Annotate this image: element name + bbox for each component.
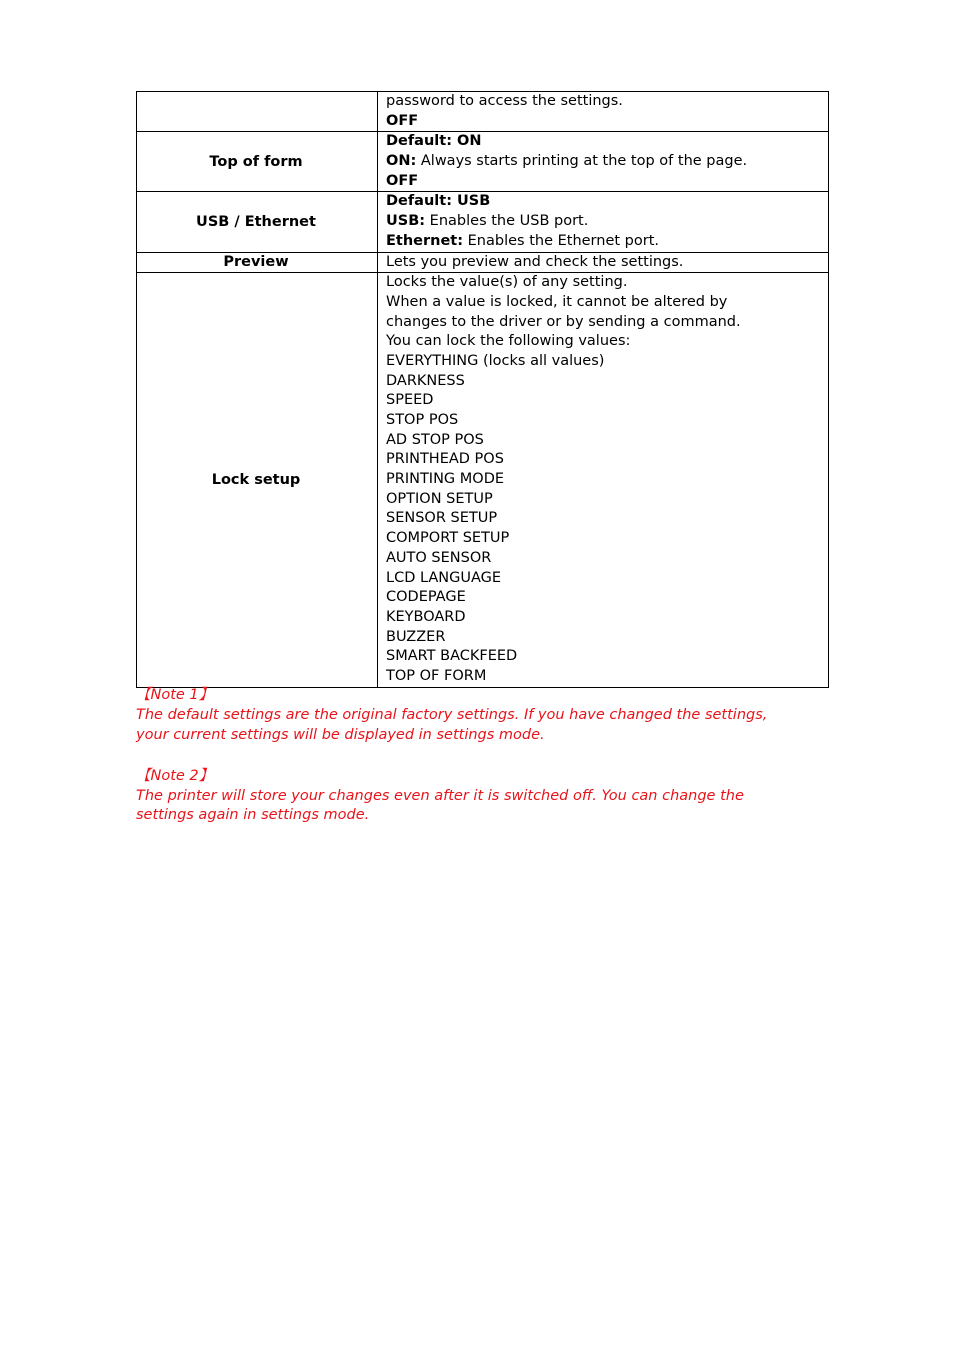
description-line: OFF	[386, 172, 419, 189]
setting-label: USB / Ethernet	[137, 192, 378, 252]
note-1	[136, 685, 836, 746]
description-line: Locks the value(s) of any setting.	[386, 274, 628, 291]
note-text-line: The printer will store your changes even after it is switched off. You can change the	[136, 787, 744, 804]
note-text-line: settings again in settings mode.	[136, 807, 370, 824]
description-line: AD STOP POS	[386, 431, 484, 448]
description-line: SMART BACKFEED	[386, 648, 518, 665]
description-line: OPTION SETUP	[386, 490, 493, 507]
description-line: COMPORT SETUP	[386, 530, 510, 547]
setting-description	[378, 92, 829, 132]
note-title: 【Note 2】	[136, 767, 214, 784]
description-line: Ethernet: Enables the Ethernet port.	[386, 232, 660, 249]
description-line: LCD LANGUAGE	[386, 569, 502, 586]
description-line: SENSOR SETUP	[386, 510, 498, 527]
settings-table	[136, 91, 829, 688]
description-line: BUZZER	[386, 628, 446, 645]
table-row	[137, 92, 829, 132]
setting-label: Lock setup	[137, 273, 378, 687]
setting-description	[378, 192, 829, 252]
note-2	[136, 766, 836, 827]
setting-description	[378, 132, 829, 192]
description-line: ON: Always starts printing at the top of the page.	[386, 153, 748, 170]
note-text-line: your current settings will be displayed in settings mode.	[136, 726, 545, 743]
description-line: PRINTHEAD POS	[386, 451, 504, 468]
setting-label: Preview	[137, 252, 378, 273]
setting-description	[378, 252, 829, 273]
setting-label	[137, 92, 378, 132]
description-line: OFF	[386, 112, 419, 129]
setting-label: Top of form	[137, 132, 378, 192]
description-line: You can lock the following values:	[386, 333, 631, 350]
notes-section	[136, 685, 836, 826]
description-line: Default: USB	[386, 193, 491, 210]
description-line: TOP OF FORM	[386, 667, 487, 684]
table-row	[137, 252, 829, 273]
note-text-line: The default settings are the original factory settings. If you have changed the settings,	[136, 707, 768, 723]
note-title: 【Note 1】	[136, 687, 214, 703]
description-line: KEYBOARD	[386, 608, 466, 625]
description-line: DARKNESS	[386, 372, 465, 389]
description-line: AUTO SENSOR	[386, 549, 492, 566]
table-row	[137, 192, 829, 252]
table-row	[137, 273, 829, 687]
description-line: Default: ON	[386, 133, 482, 150]
description-line: STOP POS	[386, 412, 459, 428]
table-row	[137, 132, 829, 192]
description-line: CODEPAGE	[386, 589, 466, 606]
description-line: USB: Enables the USB port.	[386, 213, 589, 230]
description-line: EVERYTHING (locks all values)	[386, 352, 605, 369]
description-line: Lets you preview and check the settings.	[386, 253, 684, 270]
description-line: changes to the driver or by sending a command.	[386, 313, 741, 330]
setting-description	[378, 273, 829, 687]
description-line: When a value is locked, it cannot be altered by	[386, 293, 728, 310]
description-line: PRINTING MODE	[386, 471, 505, 488]
description-line: SPEED	[386, 392, 434, 409]
description-line: password to access the settings.	[386, 93, 623, 109]
